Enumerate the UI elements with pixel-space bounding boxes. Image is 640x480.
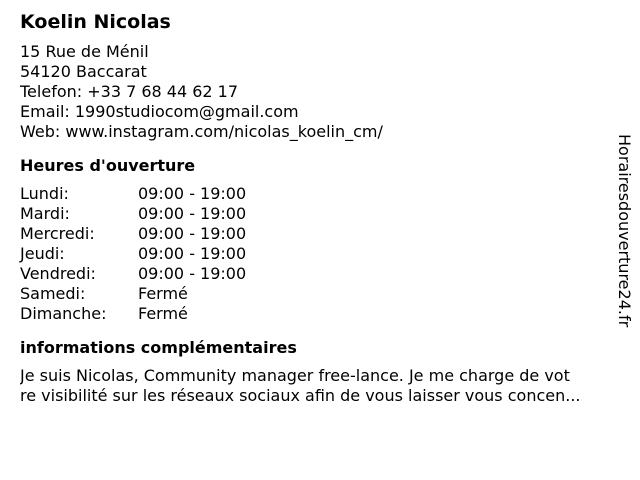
day-label: Jeudi: <box>20 244 65 263</box>
day-label: Samedi: <box>20 284 86 303</box>
hours-row-mercredi <box>20 224 635 244</box>
business-name: Koelin Nicolas <box>20 11 171 33</box>
hours-title: Heures d'ouverture <box>20 156 196 175</box>
time-range: Fermé <box>138 284 188 303</box>
time-range: 09:00 - 19:00 <box>138 244 247 263</box>
day-label: Lundi: <box>20 184 69 203</box>
address-street: 15 Rue de Ménil <box>20 42 149 61</box>
hours-row-mardi <box>20 204 635 224</box>
time-range: Fermé <box>138 304 188 323</box>
time-range: 09:00 - 19:00 <box>138 264 247 283</box>
site-watermark: Horairesdouverture24.fr <box>615 134 634 328</box>
info-title: informations complémentaires <box>20 338 297 357</box>
hours-row-lundi <box>20 184 635 204</box>
hours-row-samedi <box>20 284 635 304</box>
info-text-line-2: re visibilité sur les réseaux sociaux afin de vous laisser vous concen... <box>20 386 581 405</box>
day-label: Vendredi: <box>20 264 96 283</box>
time-range: 09:00 - 19:00 <box>138 184 247 203</box>
day-label: Mardi: <box>20 204 70 223</box>
hours-list <box>20 184 635 324</box>
email-line: Email: 1990studiocom@gmail.com <box>20 102 299 121</box>
hours-row-jeudi <box>20 244 635 264</box>
web-line: Web: www.instagram.com/nicolas_koelin_cm/ <box>20 122 383 141</box>
hours-row-vendredi <box>20 264 635 284</box>
hours-row-dimanche <box>20 304 635 324</box>
day-label: Dimanche: <box>20 304 107 323</box>
business-card <box>20 10 635 406</box>
day-label: Mercredi: <box>20 224 95 243</box>
time-range: 09:00 - 19:00 <box>138 204 247 223</box>
time-range: 09:00 - 19:00 <box>138 224 247 243</box>
info-text-line-1: Je suis Nicolas, Community manager free-lance. Je me charge de vot <box>20 366 570 385</box>
phone-line: Telefon: +33 7 68 44 62 17 <box>20 82 239 101</box>
address-city: 54120 Baccarat <box>20 62 147 81</box>
